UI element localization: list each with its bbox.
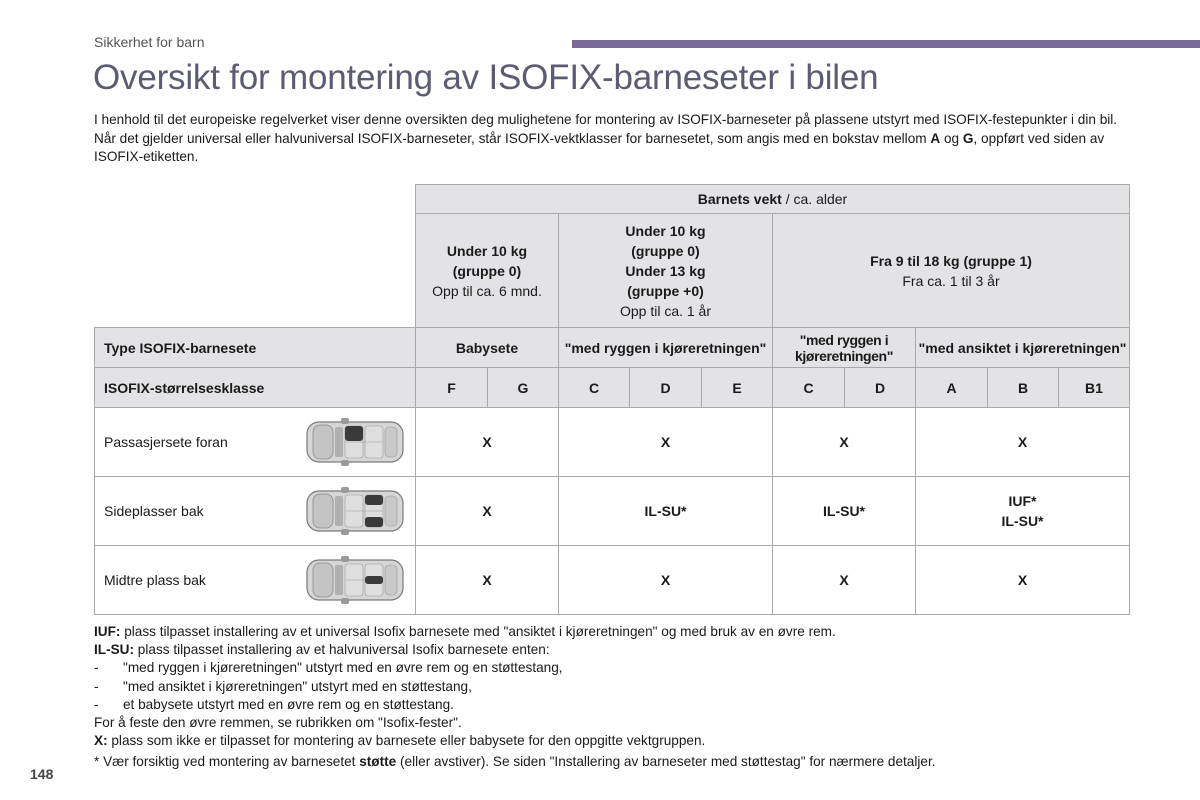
note-x: X: plass som ikke er tilpasset for montering av barnesete eller babysete for den oppgitte vektgruppen.	[94, 733, 706, 749]
type-forward-facing: "med ansiktet i kjøreretningen"	[916, 328, 1130, 368]
size-class: B1	[1059, 368, 1130, 408]
group-0plus-header: Under 10 kg (gruppe 0) Under 13 kg (gruppe +0) Opp til ca. 1 år	[559, 214, 773, 328]
table-cell: X	[416, 546, 559, 615]
size-class: E	[702, 368, 773, 408]
type-babysete: Babysete	[416, 328, 559, 368]
list-item: - et babysete utstyrt med en øvre rem og en støttestang.	[94, 696, 454, 712]
size-class: D	[845, 368, 916, 408]
table-cell: X	[416, 408, 559, 477]
group-1-header: Fra 9 til 18 kg (gruppe 1) Fra ca. 1 til 3 år	[773, 214, 1130, 328]
table-cell: X	[916, 546, 1130, 615]
table-cell: X	[773, 408, 916, 477]
seat-label-front: Passasjersete foran	[95, 408, 416, 477]
size-class: F	[416, 368, 488, 408]
size-class: A	[916, 368, 988, 408]
table-cell: IL-SU*	[559, 477, 773, 546]
table-row	[95, 408, 1130, 477]
note-warning: * Vær forsiktig ved montering av barnesetet støtte (eller avstiver). Se siden "Installering av barneseter med støttestag" for nærmere detaljer.	[94, 754, 936, 770]
table-cell: X	[416, 477, 559, 546]
table-row	[95, 477, 1130, 546]
table-cell: IUF* IL-SU*	[916, 477, 1130, 546]
page-number: 148	[30, 766, 54, 782]
intro-text	[94, 111, 1134, 167]
seat-label-rear-middle: Midtre plass bak	[95, 546, 416, 615]
type-rear-facing-small: "med ryggen i kjøreretningen"	[773, 328, 916, 368]
note-ilsu: IL-SU: plass tilpasset installering av et halvuniversal Isofix barnesete enten:	[94, 642, 550, 658]
intro-paragraph-2: Når det gjelder universal eller halvuniversal ISOFIX-barneseter, står ISOFIX-vektklasser for barnesetet, som angis med en bokstav mellom A og G, oppført ved siden av ISOFIX-etiketten.	[94, 130, 1105, 164]
list-item: - "med ansiktet i kjøreretningen" utstyrt med en støttestang,	[94, 678, 472, 694]
car-rear-side-seats-icon	[305, 485, 405, 537]
size-class: D	[630, 368, 702, 408]
table-cell: X	[916, 408, 1130, 477]
isofix-table	[94, 184, 1130, 615]
list-item: - "med ryggen i kjøreretningen" utstyrt med en øvre rem og en støttestang,	[94, 660, 563, 676]
size-class: B	[988, 368, 1059, 408]
header-accent-bar	[572, 40, 1200, 48]
group-0-header: Under 10 kg (gruppe 0) Opp til ca. 6 mnd.	[416, 214, 559, 328]
table-row	[95, 546, 1130, 615]
table-cell: X	[559, 546, 773, 615]
car-front-seat-icon	[305, 416, 405, 468]
size-class: C	[559, 368, 630, 408]
table-cell: IL-SU*	[773, 477, 916, 546]
size-label: ISOFIX-størrelsesklasse	[95, 368, 416, 408]
page-title: Oversikt for montering av ISOFIX-barneseter i bilen	[93, 58, 879, 97]
table-cell: X	[773, 546, 916, 615]
seat-label-rear-sides: Sideplasser bak	[95, 477, 416, 546]
type-label: Type ISOFIX-barnesete	[95, 328, 416, 368]
legend-notes	[94, 623, 1154, 772]
section-title: Sikkerhet for barn	[94, 34, 205, 50]
type-rear-facing: "med ryggen i kjøreretningen"	[559, 328, 773, 368]
note-tether: For å feste den øvre remmen, se rubrikken om "Isofix-fester".	[94, 715, 462, 731]
weight-header: Barnets vekt / ca. alder	[416, 185, 1130, 214]
table-cell: X	[559, 408, 773, 477]
car-rear-middle-seat-icon	[305, 554, 405, 606]
note-iuf: IUF: plass tilpasset installering av et universal Isofix barnesete med "ansiktet i kjøreretningen" og med bruk av en øvre rem.	[94, 624, 836, 639]
size-class: C	[773, 368, 845, 408]
intro-paragraph-1: I henhold til det europeiske regelverket viser denne oversikten deg mulighetene for montering av ISOFIX-barneseter på plassene utstyrt med ISOFIX-festepunkter i din bil.	[94, 112, 1118, 127]
size-class: G	[488, 368, 559, 408]
